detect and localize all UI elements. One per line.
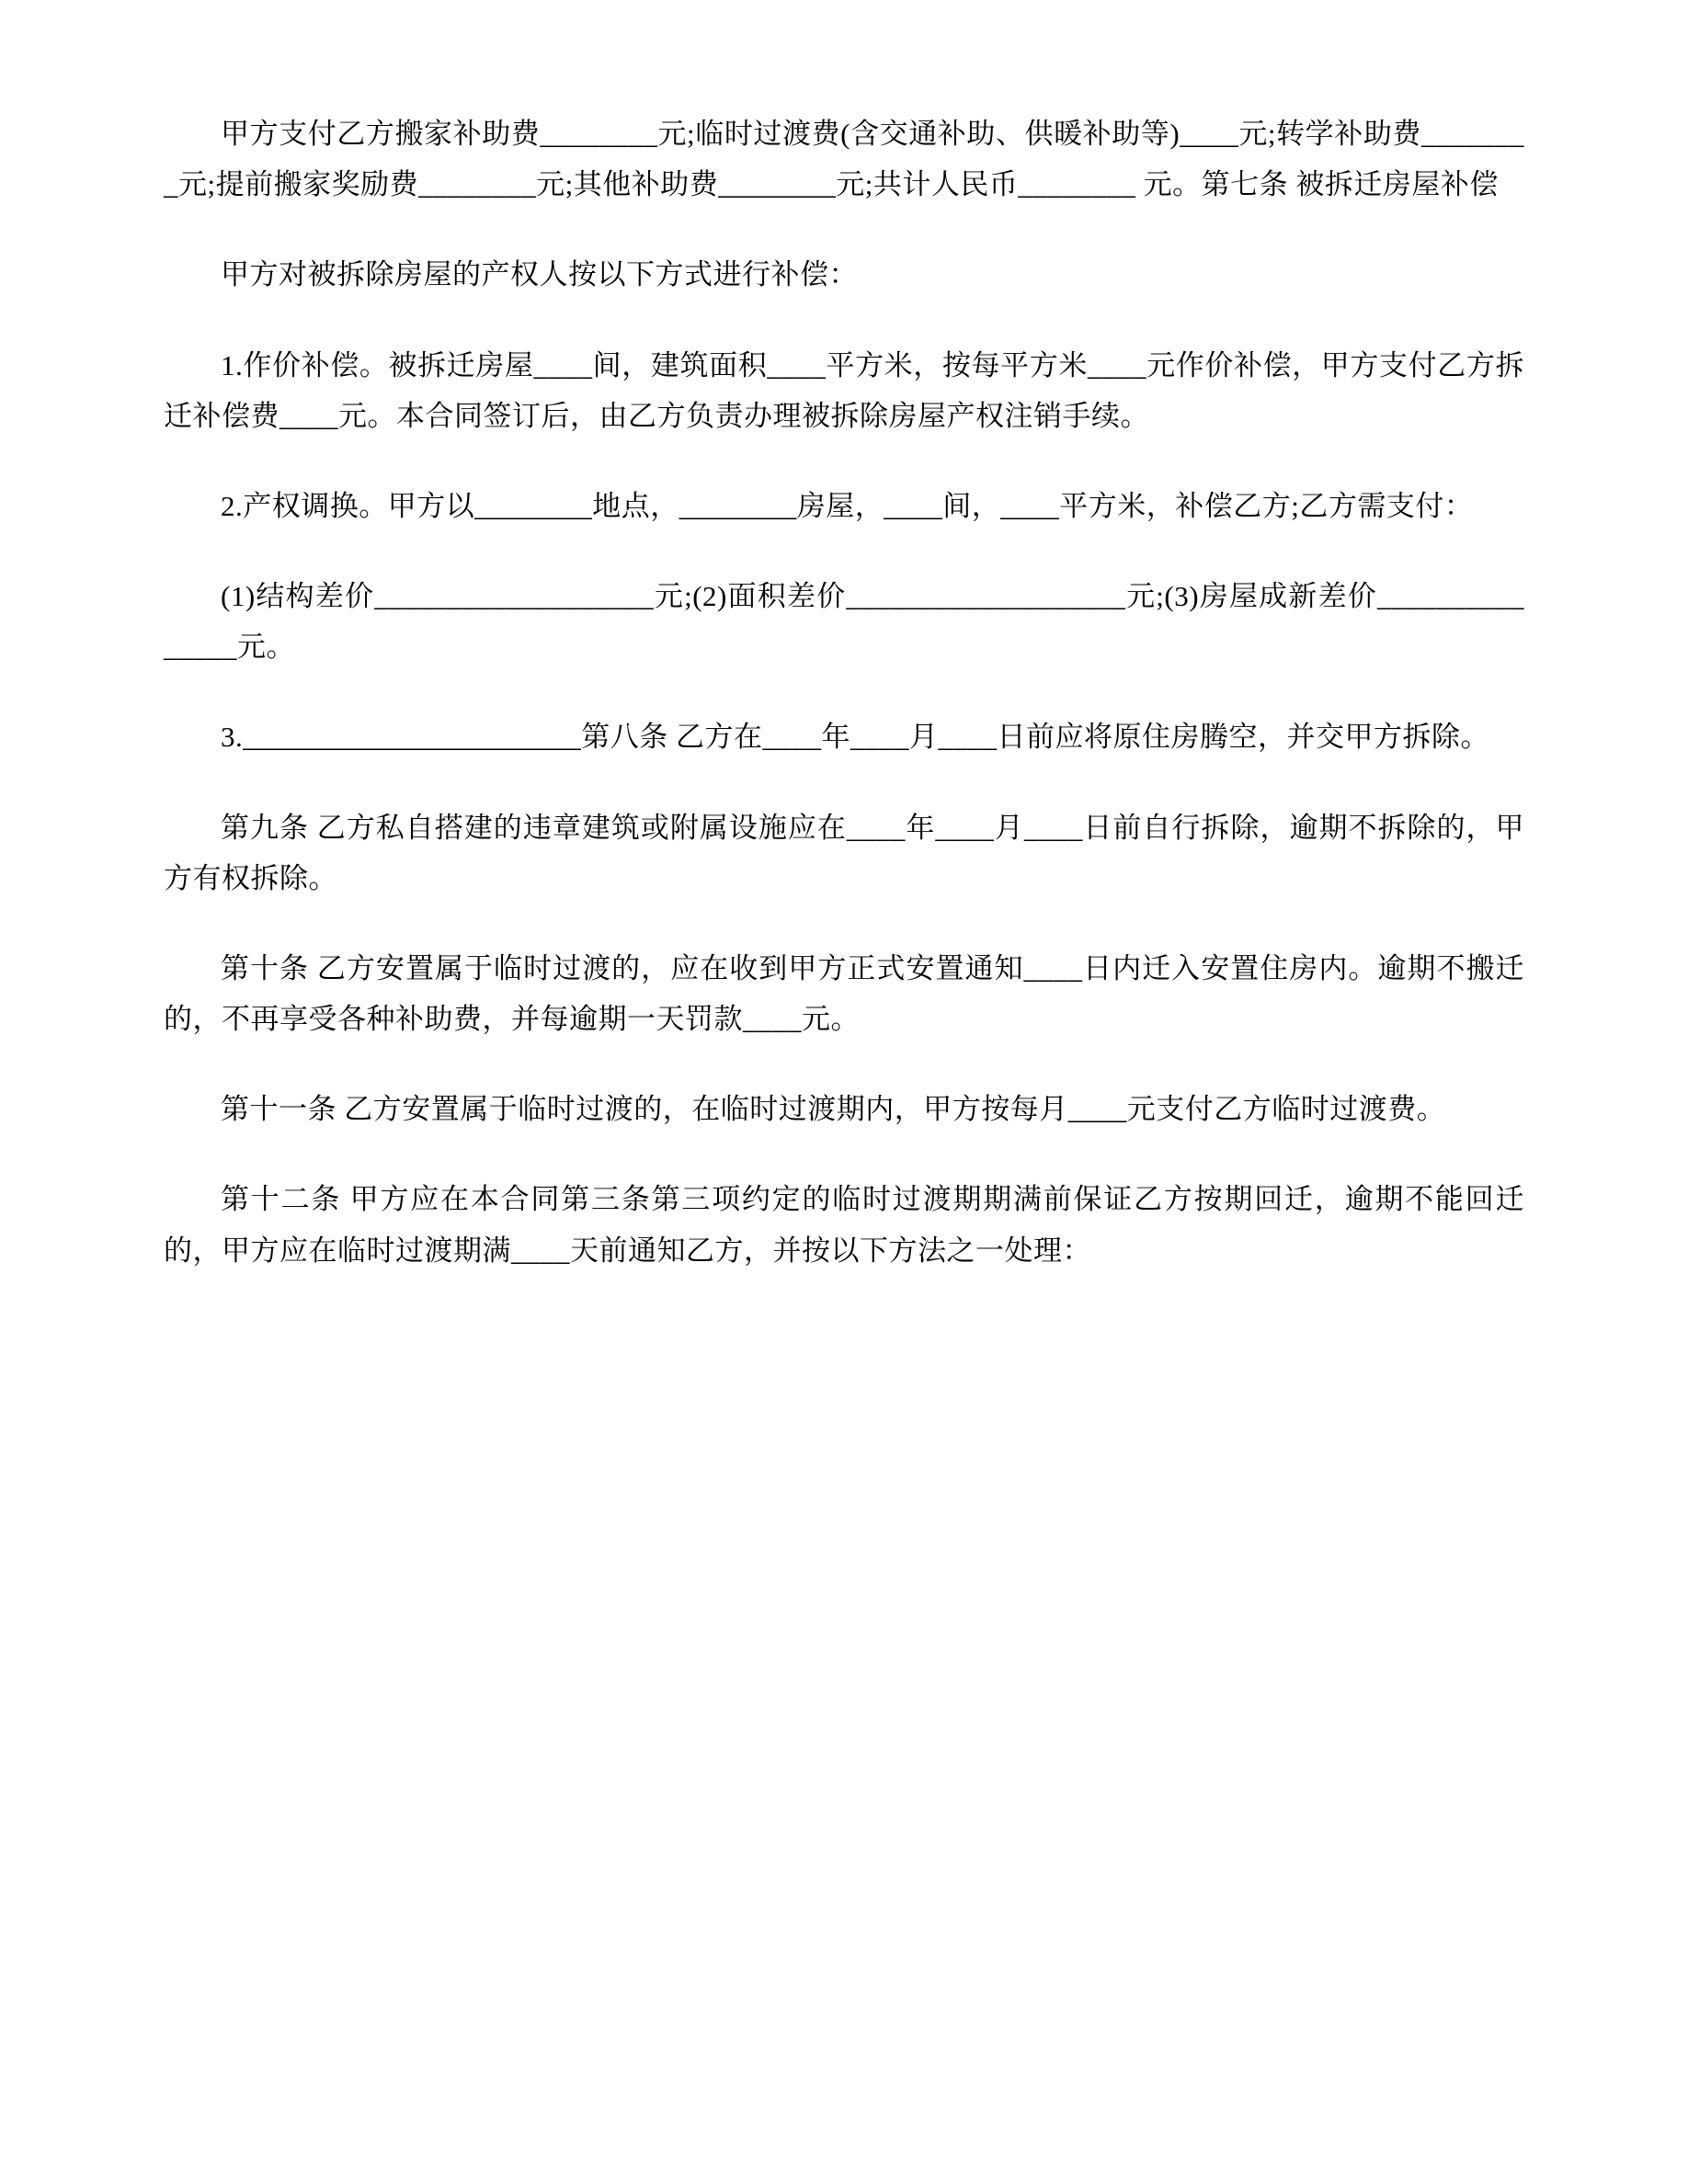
paragraph-article-eight: 3._______________________第八条 乙方在____年____月____日前应将原住房腾空，并交甲方拆除。 xyxy=(221,721,1489,754)
paragraph-property-exchange: 2.产权调换。甲方以________地点，________房屋，____间，____平方米，补偿乙方;乙方需支付： xyxy=(221,489,1474,522)
paragraph-article-eleven: 第十一条 乙方安置属于临时过渡的，在临时过渡期内，甲方按每月____元支付乙方临时过渡费。 xyxy=(221,1093,1446,1126)
contract-body xyxy=(164,108,1524,1276)
paragraph-article-twelve: 第十二条 甲方应在本合同第三条第三项约定的临时过渡期期满前保证乙方按期回迁，逾期不能回迁的，甲方应在临时过渡期满____天前通知乙方，并按以下方法之一处理： xyxy=(164,1183,1524,1267)
paragraph-compensation-intro: 甲方对被拆除房屋的产权人按以下方式进行补偿： xyxy=(221,258,858,291)
paragraph-article-ten: 第十条 乙方安置属于临时过渡的，应在收到甲方正式安置通知____日内迁入安置住房内。逾期不搬迁的，不再享受各种补助费，并每逾期一天罚款____元。 xyxy=(164,951,1524,1036)
paragraph-article-nine: 第九条 乙方私自搭建的违章建筑或附属设施应在____年____月____日前自行拆除，逾期不拆除的，甲方有权拆除。 xyxy=(164,811,1524,894)
paragraph-moving-subsidy: 甲方支付乙方搬家补助费________元;临时过渡费(含交通补助、供暖补助等)____元;转学补助费________元;提前搬家奖励费________元;其他补助费________元;共计人民币________ 元。第七条 被拆迁房屋补偿 xyxy=(164,118,1524,201)
paragraph-price-compensation: 1.作价补偿。被拆迁房屋____间，建筑面积____平方米，按每平方米____元作价补偿，甲方支付乙方拆迁补偿费____元。本合同签订后，由乙方负责办理被拆除房屋产权注销手续。 xyxy=(164,348,1524,432)
paragraph-price-differences: (1)结构差价___________________元;(2)面积差价___________________元;(3)房屋成新差价_______________元。 xyxy=(164,580,1524,664)
